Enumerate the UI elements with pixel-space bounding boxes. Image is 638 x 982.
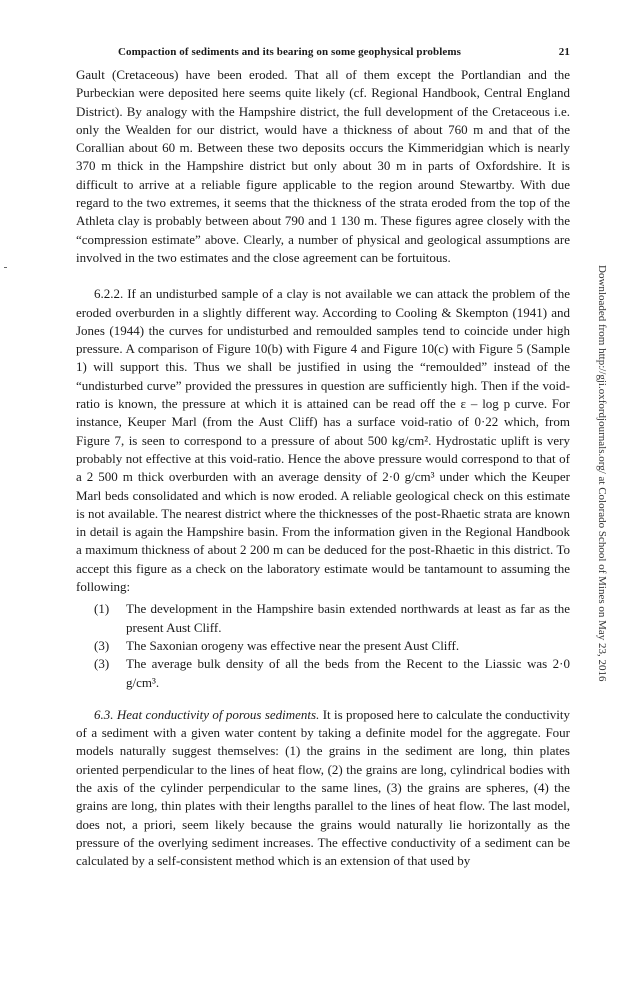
page-number: 21 <box>558 46 570 58</box>
paragraph-eroded-overburden: 6.2.2. If an undisturbed sample of a clay is not available we can attack the problem of the eroded overburden in a slightly different way. According to Cooling & Skempton (1941) and Jones (1944) the curves for undisturbed and remoulded samples tend to coincide under high pressure. A comparison of Figure 10(b) with Figure 4 and Figure 10(c) with Figure 5 (Sample 1) will support this. Thus we shall be justified in using the “remoulded” instead of the “undisturbed curve” provided the pressures in question are sufficiently high. Then if the void-ratio is known, the pressure at which it is attained can be read off the ε – log p curve. For instance, Keuper Marl (from the Aust Cliff) has a surface void-ratio of 0·22 which, from Figure 7, is seen to correspond to a pressure of about 500 kg/cm². Hydrostatic uplift is very probably not effective at this void-ratio. Hence the above pressure would correspond to that of a 2 500 m thick overburden with an average density of 2·0 g/cm³ under which the Keuper Marl beds consolidated and which is now eroded. A reliable geological check on this estimate is not available. The nearest district where the thicknesses of the post-Rhaetic strata are known in detail is again the Hampshire basin. From the information given in the Regional Handbook a maximum thickness of about 2 200 m can be deduced for the post-Rhaetic in this district. To accept this figure as a check on the laboratory estimate would be tantamount to assuming the following: <box>76 286 570 595</box>
list-item-text: The development in the Hampshire basin extended northwards at least as far as the present Aust Cliff. <box>126 601 570 635</box>
paragraph-eroded-strata: Gault (Cretaceous) have been eroded. That all of them except the Portlandian and the Purbeckian were deposited here seems quite likely (cf. Regional Handbook, Central England District). By analogy with the Hampshire district, the full development of the Cretaceous i.e. only the Wealden for our district, would have a thickness of about 760 m and that of the Corallian about 60 m. Between these two deposits occurs the Kimmeridgian which is nearly 370 m thick in the Hampshire district but only about 30 m in parts of Oxfordshire. It is difficult to arrive at a reliable figure applicable to the region around Stewartby. With due regard to the two extremes, it seems that the thickness of the strata eroded from the top of the Athleta clay is probably between about 790 and 1 130 m. These figures agree closely with the “compression estimate” above. Clearly, a number of physical and geological assumptions are involved in the two estimates and the close agreement can be fortuitous. <box>76 67 570 265</box>
list-item-number: (3) <box>94 637 110 653</box>
paragraph-heat-conductivity <box>76 706 570 871</box>
download-note: Downloaded from http://gji.oxfordjournals.org/ at Colorado School of Mines on May 23, 2016 <box>596 265 608 682</box>
list-item-text: The average bulk density of all the beds from the Recent to the Liassic was 2·0 g/cm³. <box>126 656 570 690</box>
list-item <box>76 655 570 692</box>
assumption-list <box>76 600 570 691</box>
list-item-text: The Saxonian orogeny was effective near the present Aust Cliff. <box>126 637 460 653</box>
list-item <box>76 600 570 637</box>
running-head-title: Compaction of sediments and its bearing on some geophysical problems <box>118 46 462 58</box>
running-head <box>76 46 570 64</box>
list-item-number: (3) <box>94 656 110 672</box>
margin-mark <box>4 267 7 268</box>
paragraph-heat-conductivity-text: It is proposed here to calculate the conductivity of a sediment with a given water content by taking a definite model for the aggregate. Four models naturally suggest themselves: (1) the grains in the sediment are long, thin plates oriented perpendicular to the lines of heat flow, (2) the grains are long, cylindrical bodies with the axis of the cylinder perpendicular to the same lines, (3) the grains are spheres, (4) the grains are long, thin plates with their lengths parallel to the lines of heat flow. The last model, does not, a priori, seem likely because the grains would naturally lie horizontally as the pressure of the overlying sediment increases. The effective conductivity of a sediment can be calculated by a self-consistent method which is an extension of that used by <box>76 706 570 869</box>
body-text <box>76 66 570 870</box>
section-heading: 6.3. Heat conductivity of porous sediments. <box>94 706 320 722</box>
list-item-number: (1) <box>94 601 110 617</box>
list-item <box>76 637 570 655</box>
